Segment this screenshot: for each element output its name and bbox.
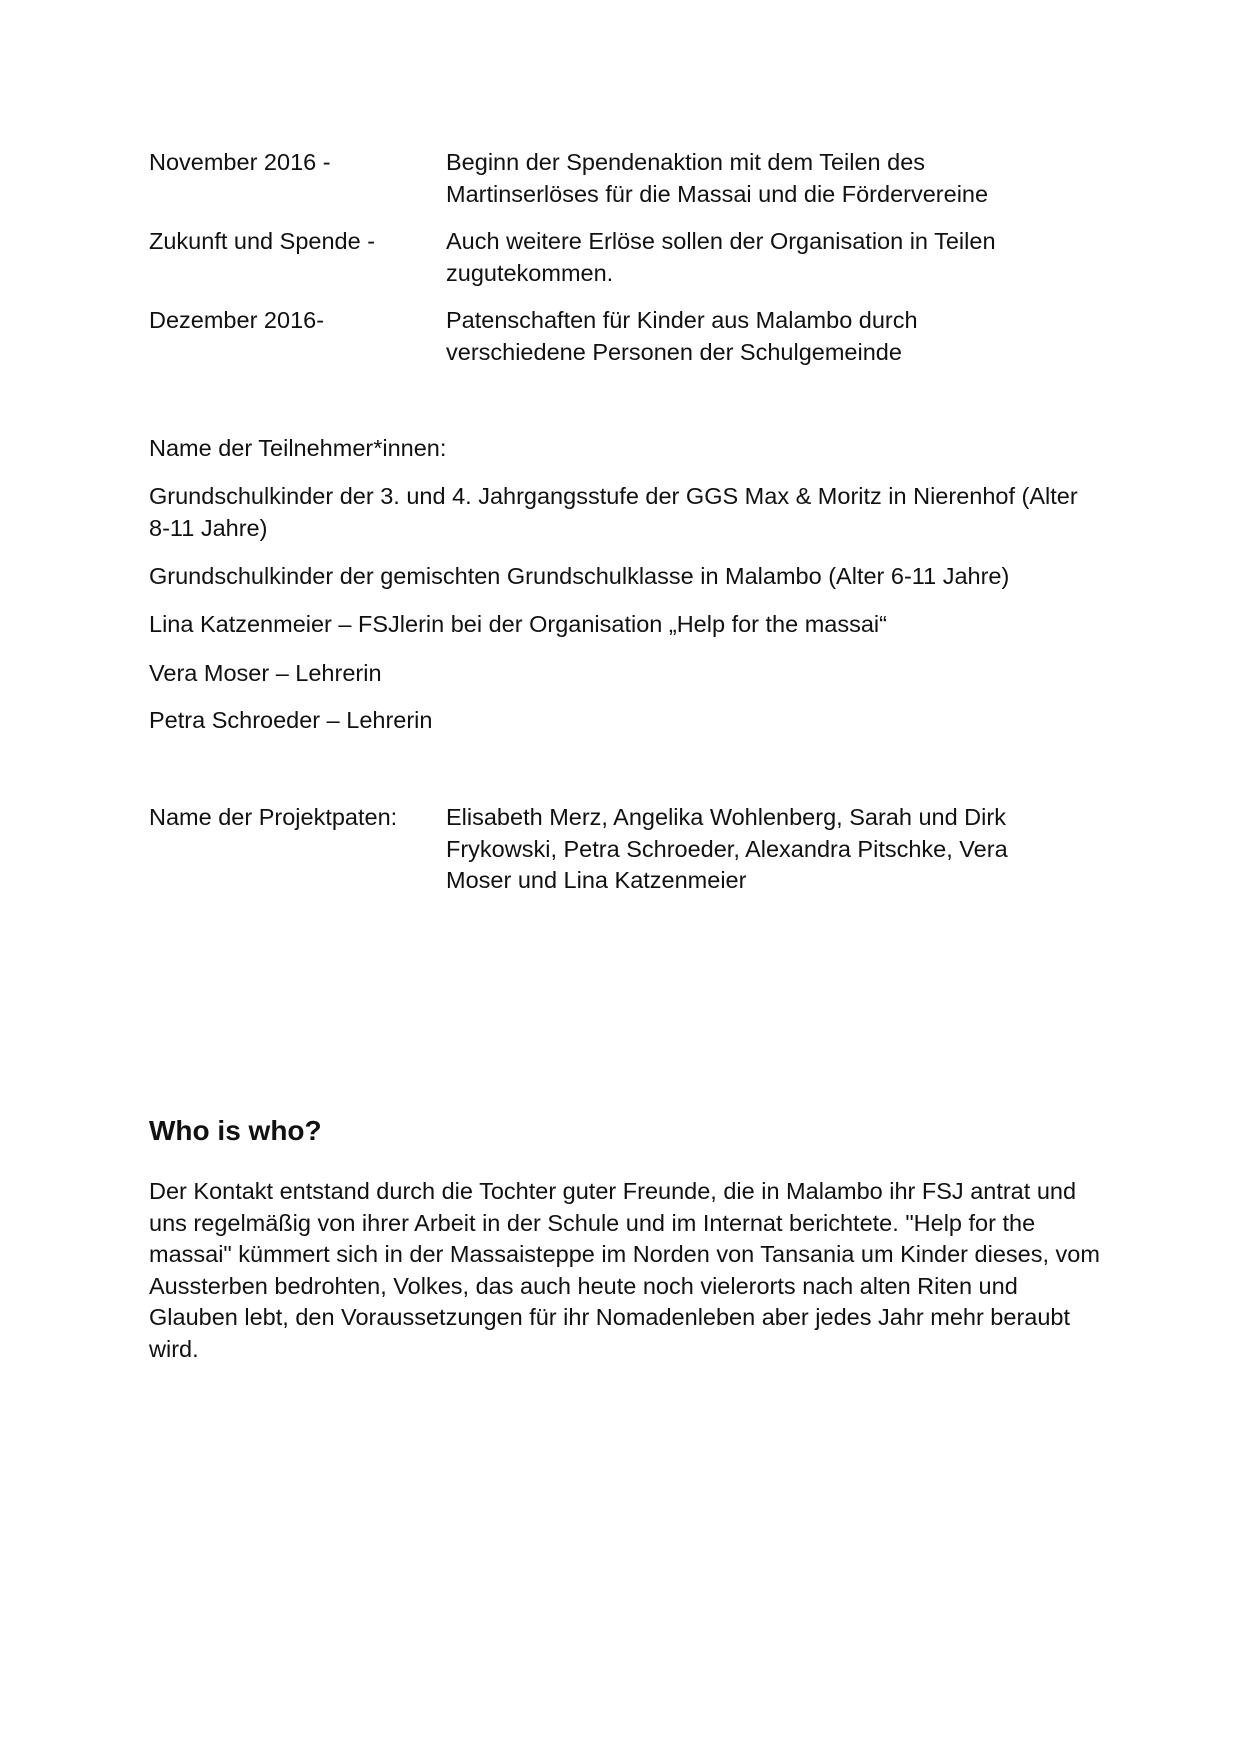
participant-item: Vera Moser – Lehrerin xyxy=(149,660,382,686)
sponsors-label: Name der Projektpaten: xyxy=(149,804,398,830)
participant-item: Grundschulkinder der gemischten Grundschulklasse in Malambo (Alter 6-11 Jahre) xyxy=(149,563,1010,589)
timeline-date: Zukunft und Spende - xyxy=(149,228,376,254)
timeline-text: Auch weitere Erlöse sollen der Organisation in Teilen zugutekommen. xyxy=(446,228,996,286)
participant-item: Grundschulkinder der 3. und 4. Jahrgangsstufe der GGS Max & Moritz in Nierenhof (Alter 8-11 Jahre) xyxy=(149,483,1078,541)
timeline-text: Patenschaften für Kinder aus Malambo durch verschiedene Personen der Schulgemeinde xyxy=(446,307,918,365)
section-paragraph: Der Kontakt entstand durch die Tochter guter Freunde, die in Malambo ihr FSJ antrat und uns regelmäßig von ihrer Arbeit in der Schule und im Internat berichtete. "Help for the massai" kümmert sich in der Massaisteppe im Norden von Tansania um Kinder dieses, vom Aussterben bedrohten, Volkes, das auch heute noch vielerorts nach alten Riten und Glauben lebt, den Voraussetzungen für ihr Nomadenleben aber jedes Jahr mehr beraubt wird. xyxy=(149,1178,1100,1362)
section-heading: Who is who? xyxy=(149,1115,322,1146)
participants-label: Name der Teilnehmer*innen: xyxy=(149,435,447,461)
participant-item: Petra Schroeder – Lehrerin xyxy=(149,707,433,733)
participant-item: Lina Katzenmeier – FSJlerin bei der Organisation „Help for the massai“ xyxy=(149,611,887,637)
timeline-text: Beginn der Spendenaktion mit dem Teilen des Martinserlöses für die Massai und die Fördervereine xyxy=(446,149,989,207)
timeline-date: November 2016 - xyxy=(149,149,331,175)
sponsors-text: Elisabeth Merz, Angelika Wohlenberg, Sarah und Dirk Frykowski, Petra Schroeder, Alexandra Pitschke, Vera Moser und Lina Katzenmeier xyxy=(446,804,1008,893)
timeline-date: Dezember 2016- xyxy=(149,307,325,333)
